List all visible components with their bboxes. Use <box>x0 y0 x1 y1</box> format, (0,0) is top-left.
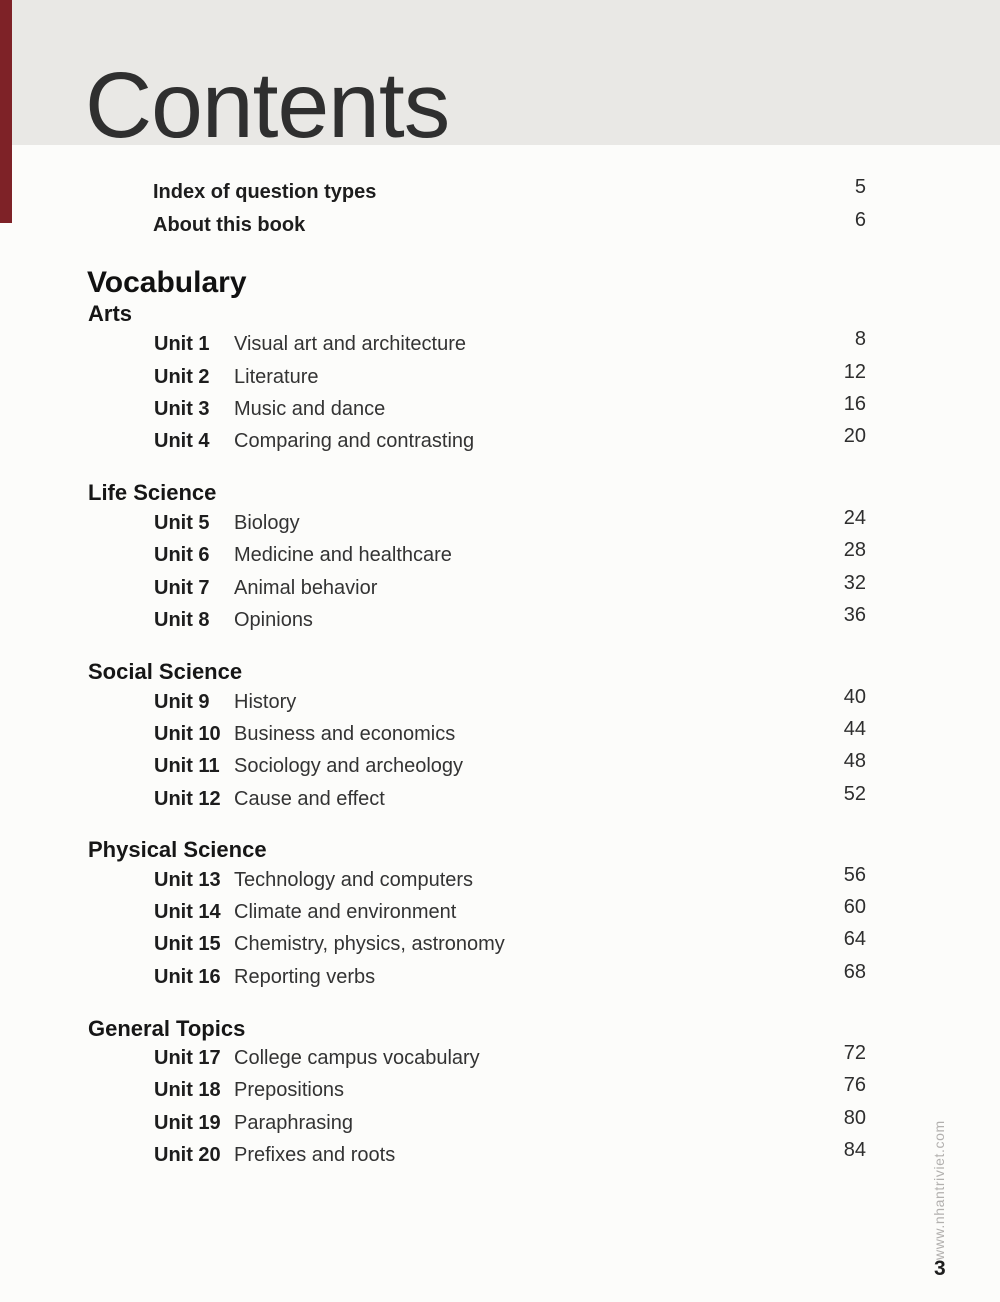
unit-label: Unit 4 <box>154 430 210 452</box>
toc-row <box>0 209 1000 237</box>
entry-page-number: 12 <box>843 361 866 383</box>
unit-label: Unit 6 <box>154 544 210 566</box>
toc-row <box>0 1074 1000 1102</box>
entry-page-number: 56 <box>843 864 866 886</box>
entry-page-number: 60 <box>843 896 866 918</box>
entry-page-number: 64 <box>843 928 866 950</box>
toc-row <box>0 928 1000 956</box>
toc-row <box>0 864 1000 892</box>
entry-page-number: 44 <box>843 718 866 740</box>
toc-row <box>0 361 1000 389</box>
entry-page-number: 36 <box>843 604 866 626</box>
group-heading-arts: Arts <box>88 301 133 326</box>
toc-row <box>0 750 1000 778</box>
toc-row <box>0 686 1000 714</box>
entry-label: Index of question types <box>153 181 377 203</box>
unit-title: Music and dance <box>234 398 386 420</box>
unit-label: Unit 15 <box>154 933 221 955</box>
toc-row <box>0 176 1000 204</box>
toc-row <box>0 1139 1000 1167</box>
entry-page-number: 72 <box>843 1042 866 1064</box>
entry-page-number: 8 <box>854 328 866 350</box>
unit-label: Unit 16 <box>154 966 221 988</box>
unit-title: Reporting verbs <box>234 966 376 988</box>
unit-title: Sociology and archeology <box>234 755 464 777</box>
toc-row <box>0 1107 1000 1135</box>
unit-label: Unit 14 <box>154 901 221 923</box>
unit-title: Comparing and contrasting <box>234 430 475 452</box>
unit-title: History <box>234 691 297 713</box>
unit-title: Prefixes and roots <box>234 1144 396 1166</box>
unit-label: Unit 1 <box>154 333 210 355</box>
entry-page-number: 20 <box>843 425 866 447</box>
unit-label: Unit 12 <box>154 788 221 810</box>
group-heading-life-science: Life Science <box>88 480 217 505</box>
unit-title: Business and economics <box>234 723 456 745</box>
unit-title: Prepositions <box>234 1079 345 1101</box>
unit-label: Unit 7 <box>154 577 210 599</box>
page-title: Contents <box>85 53 450 157</box>
group-heading-physical-science: Physical Science <box>88 837 267 862</box>
unit-label: Unit 8 <box>154 609 210 631</box>
unit-title: Animal behavior <box>234 577 378 599</box>
group-heading-social-science: Social Science <box>88 659 243 684</box>
toc-row <box>0 896 1000 924</box>
unit-label: Unit 11 <box>154 755 220 777</box>
folio-page-number: 3 <box>934 1257 946 1280</box>
toc-row <box>0 572 1000 600</box>
unit-label: Unit 13 <box>154 869 221 891</box>
unit-title: Climate and environment <box>234 901 457 923</box>
unit-title: Technology and computers <box>234 869 474 891</box>
entry-page-number: 80 <box>843 1107 866 1129</box>
toc-row <box>0 604 1000 632</box>
unit-title: Literature <box>234 366 319 388</box>
entry-page-number: 6 <box>854 209 866 231</box>
unit-label: Unit 19 <box>154 1112 221 1134</box>
entry-page-number: 24 <box>843 507 866 529</box>
unit-title: Visual art and architecture <box>234 333 466 355</box>
section-heading-vocabulary: Vocabulary <box>87 266 247 299</box>
entry-label: About this book <box>153 214 306 236</box>
entry-page-number: 16 <box>843 393 866 415</box>
entry-page-number: 40 <box>843 686 866 708</box>
toc-row <box>0 539 1000 567</box>
unit-label: Unit 17 <box>154 1047 221 1069</box>
toc-row <box>0 507 1000 535</box>
unit-label: Unit 2 <box>154 366 210 388</box>
unit-title: Cause and effect <box>234 788 385 810</box>
unit-title: Paraphrasing <box>234 1112 353 1134</box>
entry-page-number: 52 <box>843 783 866 805</box>
toc-row <box>0 328 1000 356</box>
unit-label: Unit 20 <box>154 1144 221 1166</box>
entry-page-number: 84 <box>843 1139 866 1161</box>
toc-row <box>0 425 1000 453</box>
unit-label: Unit 10 <box>154 723 221 745</box>
toc-row <box>0 1042 1000 1070</box>
toc-row <box>0 783 1000 811</box>
entry-page-number: 48 <box>843 750 866 772</box>
unit-title: Chemistry, physics, astronomy <box>234 933 505 955</box>
unit-title: Opinions <box>234 609 313 631</box>
entry-page-number: 68 <box>843 961 866 983</box>
red-accent-tab <box>0 0 12 223</box>
entry-page-number: 5 <box>854 176 866 198</box>
unit-title: Biology <box>234 512 300 534</box>
publisher-watermark: www.nhantriviet.com <box>931 1120 947 1260</box>
entry-page-number: 28 <box>843 539 866 561</box>
toc-row <box>0 961 1000 989</box>
unit-label: Unit 9 <box>154 691 210 713</box>
toc-row <box>0 718 1000 746</box>
entry-page-number: 76 <box>843 1074 866 1096</box>
unit-label: Unit 3 <box>154 398 210 420</box>
entry-page-number: 32 <box>843 572 866 594</box>
unit-title: Medicine and healthcare <box>234 544 452 566</box>
unit-label: Unit 18 <box>154 1079 221 1101</box>
unit-title: College campus vocabulary <box>234 1047 480 1069</box>
unit-label: Unit 5 <box>154 512 210 534</box>
group-heading-general-topics: General Topics <box>88 1016 246 1041</box>
toc-row <box>0 393 1000 421</box>
